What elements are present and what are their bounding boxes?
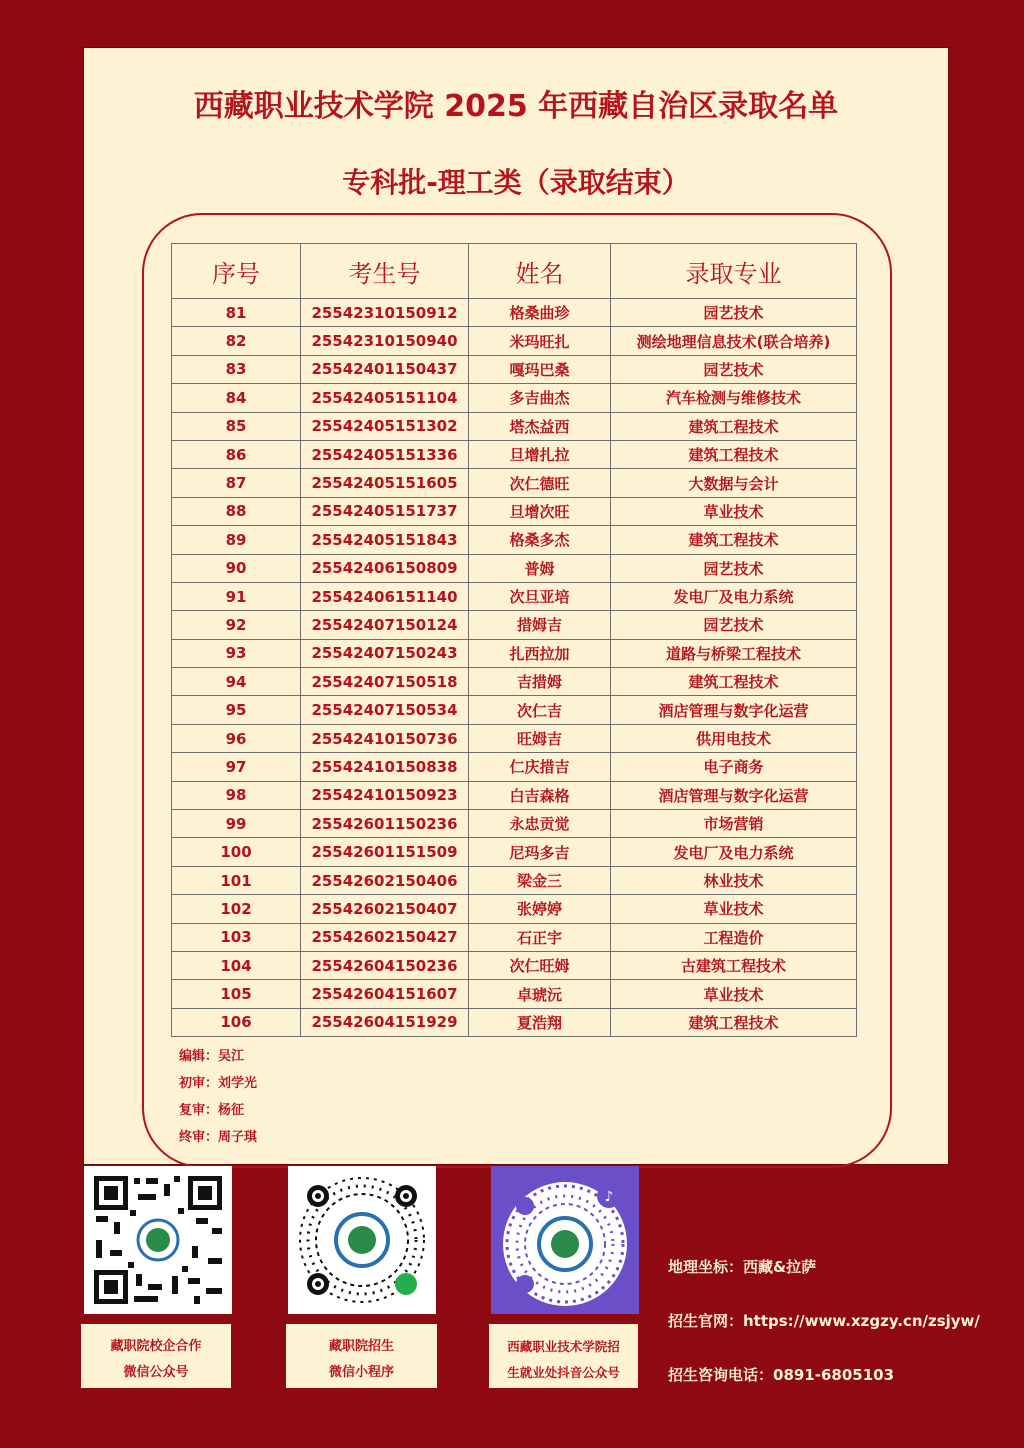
qr-caption-line2: 生就业处抖音公众号	[507, 1365, 620, 1380]
column-header-name: 姓名	[469, 244, 611, 299]
row-major: 园艺技术	[611, 611, 857, 639]
row-index: 104	[172, 951, 301, 979]
row-major: 建筑工程技术	[611, 440, 857, 468]
row-index: 106	[172, 1008, 301, 1036]
table-row	[172, 554, 857, 582]
row-exam-id: 25542407150518	[301, 668, 469, 696]
row-student-name: 夏浩翔	[469, 1008, 611, 1036]
row-index: 93	[172, 639, 301, 667]
row-index: 91	[172, 582, 301, 610]
second-review-credit: 复审：杨征	[179, 1103, 245, 1118]
row-major: 园艺技术	[611, 355, 857, 383]
qr-caption-line1: 西藏职业技术学院招	[507, 1339, 620, 1354]
row-major: 建筑工程技术	[611, 526, 857, 554]
row-major: 发电厂及电力系统	[611, 838, 857, 866]
table-row	[172, 724, 857, 752]
row-exam-id: 25542602150407	[301, 895, 469, 923]
table-row	[172, 412, 857, 440]
row-major: 发电厂及电力系统	[611, 582, 857, 610]
row-major: 电子商务	[611, 753, 857, 781]
page-title: 西藏职业技术学院 2025 年西藏自治区录取名单	[193, 89, 839, 124]
page-subtitle: 专科批-理工类（录取结束）	[342, 166, 690, 199]
qr-caption-line2: 微信公众号	[123, 1365, 189, 1380]
row-exam-id: 25542405151843	[301, 526, 469, 554]
row-index: 105	[172, 980, 301, 1008]
table-row	[172, 810, 857, 838]
row-exam-id: 25542602150427	[301, 923, 469, 951]
row-exam-id: 25542601150236	[301, 810, 469, 838]
table-row	[172, 526, 857, 554]
douyin-qr-icon	[491, 1166, 639, 1314]
row-student-name: 尼玛多吉	[469, 838, 611, 866]
row-student-name: 次仁德旺	[469, 469, 611, 497]
row-index: 87	[172, 469, 301, 497]
row-index: 96	[172, 724, 301, 752]
row-student-name: 塔杰益西	[469, 412, 611, 440]
table-row	[172, 1008, 857, 1036]
row-student-name: 永忠贡觉	[469, 810, 611, 838]
row-exam-id: 25542405151737	[301, 497, 469, 525]
row-student-name: 卓琥沅	[469, 980, 611, 1008]
qr-caption-line1: 藏职院校企合作	[110, 1339, 202, 1354]
table-body	[172, 299, 857, 1037]
table-row	[172, 668, 857, 696]
row-exam-id: 25542602150406	[301, 866, 469, 894]
row-index: 90	[172, 554, 301, 582]
row-major: 建筑工程技术	[611, 412, 857, 440]
row-student-name: 嘎玛巴桑	[469, 355, 611, 383]
row-student-name: 旦增扎拉	[469, 440, 611, 468]
table-row	[172, 355, 857, 383]
row-exam-id: 25542604151607	[301, 980, 469, 1008]
row-major: 古建筑工程技术	[611, 951, 857, 979]
row-index: 83	[172, 355, 301, 383]
row-major: 汽车检测与维修技术	[611, 384, 857, 412]
editor-credit: 编辑：吴江	[179, 1049, 245, 1064]
qr-caption-mini-program	[286, 1324, 437, 1388]
row-index: 94	[172, 668, 301, 696]
column-header-major: 录取专业	[611, 244, 857, 299]
row-major: 草业技术	[611, 980, 857, 1008]
table-row	[172, 639, 857, 667]
row-index: 81	[172, 299, 301, 327]
row-major: 测绘地理信息技术(联合培养)	[611, 327, 857, 355]
row-major: 园艺技术	[611, 554, 857, 582]
row-exam-id: 25542310150940	[301, 327, 469, 355]
row-exam-id: 25542405151605	[301, 469, 469, 497]
row-exam-id: 25542401150437	[301, 355, 469, 383]
wechat-official-account-qr-icon	[84, 1166, 232, 1314]
row-exam-id: 25542407150124	[301, 611, 469, 639]
row-student-name: 次旦亚培	[469, 582, 611, 610]
row-exam-id: 25542406151140	[301, 582, 469, 610]
row-student-name: 多吉曲杰	[469, 384, 611, 412]
row-exam-id: 25542604150236	[301, 951, 469, 979]
row-student-name: 次仁旺姆	[469, 951, 611, 979]
row-index: 100	[172, 838, 301, 866]
row-index: 86	[172, 440, 301, 468]
row-student-name: 次仁吉	[469, 696, 611, 724]
row-major: 酒店管理与数字化运营	[611, 696, 857, 724]
row-index: 99	[172, 810, 301, 838]
row-exam-id: 25542310150912	[301, 299, 469, 327]
row-student-name: 吉措姆	[469, 668, 611, 696]
row-exam-id: 25542410150838	[301, 753, 469, 781]
row-student-name: 张婷婷	[469, 895, 611, 923]
table-row	[172, 696, 857, 724]
row-index: 98	[172, 781, 301, 809]
wechat-mini-program-qr-icon	[288, 1166, 436, 1314]
table-row	[172, 895, 857, 923]
admission-table	[171, 243, 857, 1037]
row-student-name: 石正宇	[469, 923, 611, 951]
row-major: 园艺技术	[611, 299, 857, 327]
row-exam-id: 25542407150243	[301, 639, 469, 667]
row-major: 建筑工程技术	[611, 668, 857, 696]
row-major: 酒店管理与数字化运营	[611, 781, 857, 809]
row-exam-id: 25542406150809	[301, 554, 469, 582]
row-student-name: 旦增次旺	[469, 497, 611, 525]
row-major: 供用电技术	[611, 724, 857, 752]
row-major: 草业技术	[611, 895, 857, 923]
row-exam-id: 25542604151929	[301, 1008, 469, 1036]
table-row	[172, 582, 857, 610]
row-major: 建筑工程技术	[611, 1008, 857, 1036]
table-row	[172, 384, 857, 412]
row-major: 道路与桥梁工程技术	[611, 639, 857, 667]
row-exam-id: 25542407150534	[301, 696, 469, 724]
row-student-name: 格桑曲珍	[469, 299, 611, 327]
table-row	[172, 753, 857, 781]
row-index: 97	[172, 753, 301, 781]
row-student-name: 旺姆吉	[469, 724, 611, 752]
svg-text:♪: ♪	[604, 1189, 614, 1205]
row-index: 89	[172, 526, 301, 554]
final-review-credit: 终审：周子琪	[179, 1130, 258, 1145]
row-student-name: 梁金三	[469, 866, 611, 894]
row-exam-id: 25542601151509	[301, 838, 469, 866]
table-row	[172, 299, 857, 327]
column-header-exam-id: 考生号	[301, 244, 469, 299]
row-major: 工程造价	[611, 923, 857, 951]
row-index: 85	[172, 412, 301, 440]
row-student-name: 措姆吉	[469, 611, 611, 639]
row-major: 市场营销	[611, 810, 857, 838]
row-exam-id: 25542410150923	[301, 781, 469, 809]
row-index: 101	[172, 866, 301, 894]
table-row	[172, 838, 857, 866]
row-major: 草业技术	[611, 497, 857, 525]
row-index: 88	[172, 497, 301, 525]
table-row	[172, 980, 857, 1008]
row-student-name: 普姆	[469, 554, 611, 582]
table-row	[172, 469, 857, 497]
row-major: 林业技术	[611, 866, 857, 894]
row-index: 84	[172, 384, 301, 412]
phone-info: 招生咨询电话：0891-6805103	[668, 1366, 895, 1384]
qr-caption-line2: 微信小程序	[328, 1365, 394, 1380]
row-exam-id: 25542410150736	[301, 724, 469, 752]
row-index: 102	[172, 895, 301, 923]
row-student-name: 扎西拉加	[469, 639, 611, 667]
row-index: 92	[172, 611, 301, 639]
table-row	[172, 781, 857, 809]
column-header-index: 序号	[172, 244, 301, 299]
website-link[interactable]: 招生官网：https://www.xzgzy.cn/zsjyw/	[668, 1312, 980, 1330]
row-student-name: 仁庆措吉	[469, 753, 611, 781]
row-index: 95	[172, 696, 301, 724]
row-student-name: 格桑多杰	[469, 526, 611, 554]
table-row	[172, 497, 857, 525]
row-index: 82	[172, 327, 301, 355]
row-index: 103	[172, 923, 301, 951]
table-row	[172, 327, 857, 355]
row-student-name: 白吉森格	[469, 781, 611, 809]
table-row	[172, 951, 857, 979]
admission-panel	[83, 47, 949, 1165]
location-info: 地理坐标：西藏&拉萨	[668, 1258, 817, 1276]
table-row	[172, 440, 857, 468]
row-major: 大数据与会计	[611, 469, 857, 497]
qr-caption-douyin	[489, 1324, 638, 1388]
qr-caption-wechat-official	[81, 1324, 231, 1388]
row-student-name: 米玛旺扎	[469, 327, 611, 355]
table-row	[172, 923, 857, 951]
table-header-row	[172, 244, 857, 299]
table-row	[172, 866, 857, 894]
row-exam-id: 25542405151104	[301, 384, 469, 412]
first-review-credit: 初审：刘学光	[179, 1076, 258, 1091]
row-exam-id: 25542405151302	[301, 412, 469, 440]
table-row	[172, 611, 857, 639]
row-exam-id: 25542405151336	[301, 440, 469, 468]
qr-caption-line1: 藏职院招生	[328, 1339, 394, 1354]
